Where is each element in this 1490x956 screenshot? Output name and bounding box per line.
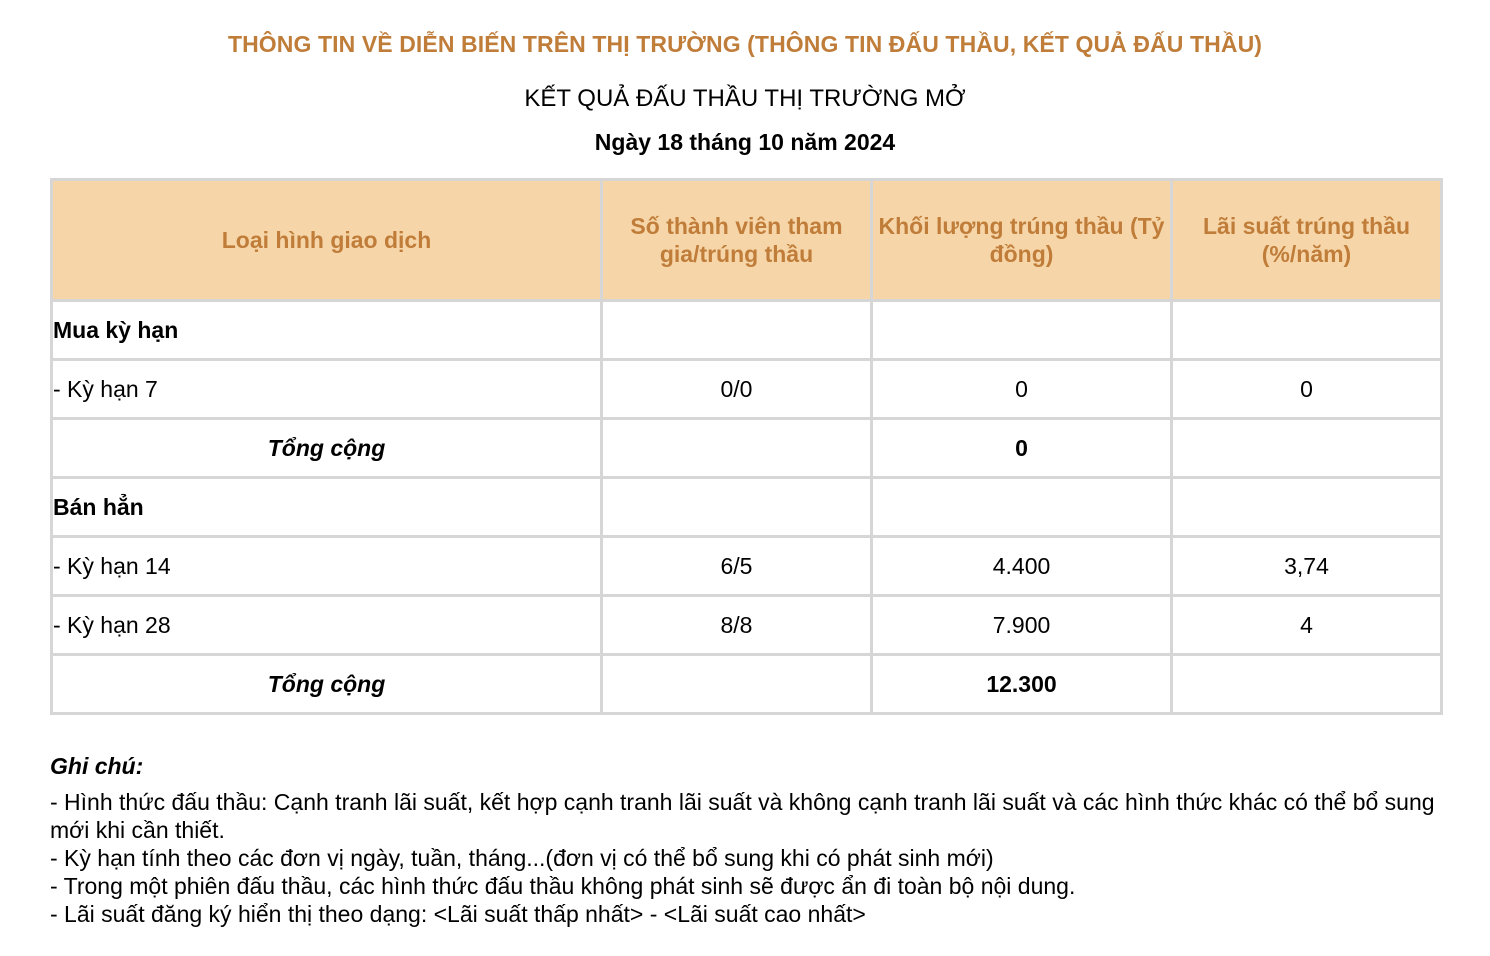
row-rate: 4 [1172,596,1442,655]
row-rate [1172,655,1442,714]
row-volume: 12.300 [872,655,1172,714]
table-row [52,360,1442,419]
table-row-category [52,301,1442,360]
notes-section [50,752,1450,928]
note-line: - Trong một phiên đấu thầu, các hình thức đấu thầu không phát sinh sẽ được ẩn đi toàn bộ nội dung. [50,873,1076,899]
row-label: Bán hẳn [52,478,602,537]
column-header-members: Số thành viên tham gia/trúng thầu [602,180,872,301]
table-row-category [52,478,1442,537]
auction-results-table [50,178,1443,715]
row-label: Mua kỳ hạn [52,301,602,360]
row-volume: 4.400 [872,537,1172,596]
row-members [602,301,872,360]
row-members: 6/5 [602,537,872,596]
row-volume: 7.900 [872,596,1172,655]
table-row [52,537,1442,596]
row-volume [872,478,1172,537]
row-label: Tổng cộng [52,419,602,478]
row-volume [872,301,1172,360]
row-rate: 3,74 [1172,537,1442,596]
table-header-row [52,180,1442,301]
note-line: - Kỳ hạn tính theo các đơn vị ngày, tuần, tháng...(đơn vị có thể bổ sung khi có phát sinh mới) [50,845,994,871]
table-row-total [52,655,1442,714]
row-volume: 0 [872,360,1172,419]
notes-title: Ghi chú: [50,753,144,779]
row-members: 0/0 [602,360,872,419]
row-members [602,655,872,714]
table-row [52,596,1442,655]
row-rate: 0 [1172,360,1442,419]
row-label: - Kỳ hạn 7 [52,360,602,419]
table-row-total [52,419,1442,478]
column-header-volume: Khối lượng trúng thầu (Tỷ đồng) [872,180,1172,301]
session-date: Ngày 18 tháng 10 năm 2024 [594,129,896,155]
row-members [602,478,872,537]
row-members: 8/8 [602,596,872,655]
column-header-transaction-type: Loại hình giao dịch [52,180,602,301]
row-rate [1172,419,1442,478]
row-label: Tổng cộng [52,655,602,714]
note-line: - Hình thức đấu thầu: Cạnh tranh lãi suất, kết hợp cạnh tranh lãi suất và không cạnh tranh lãi suất và các hình thức khác có thể bổ sung mới khi cần thiết. [50,789,1435,843]
row-label: - Kỳ hạn 28 [52,596,602,655]
row-label: - Kỳ hạn 14 [52,537,602,596]
column-header-rate: Lãi suất trúng thầu (%/năm) [1172,180,1442,301]
note-line: - Lãi suất đăng ký hiển thị theo dạng: <Lãi suất thấp nhất> - <Lãi suất cao nhất> [50,901,866,927]
row-members [602,419,872,478]
row-rate [1172,301,1442,360]
page-subtitle: KẾT QUẢ ĐẤU THẦU THỊ TRƯỜNG MỞ [524,85,966,112]
page-title: THÔNG TIN VỀ DIỄN BIẾN TRÊN THỊ TRƯỜNG (THÔNG TIN ĐẤU THẦU, KẾT QUẢ ĐẤU THẦU) [227,31,1263,57]
row-volume: 0 [872,419,1172,478]
row-rate [1172,478,1442,537]
